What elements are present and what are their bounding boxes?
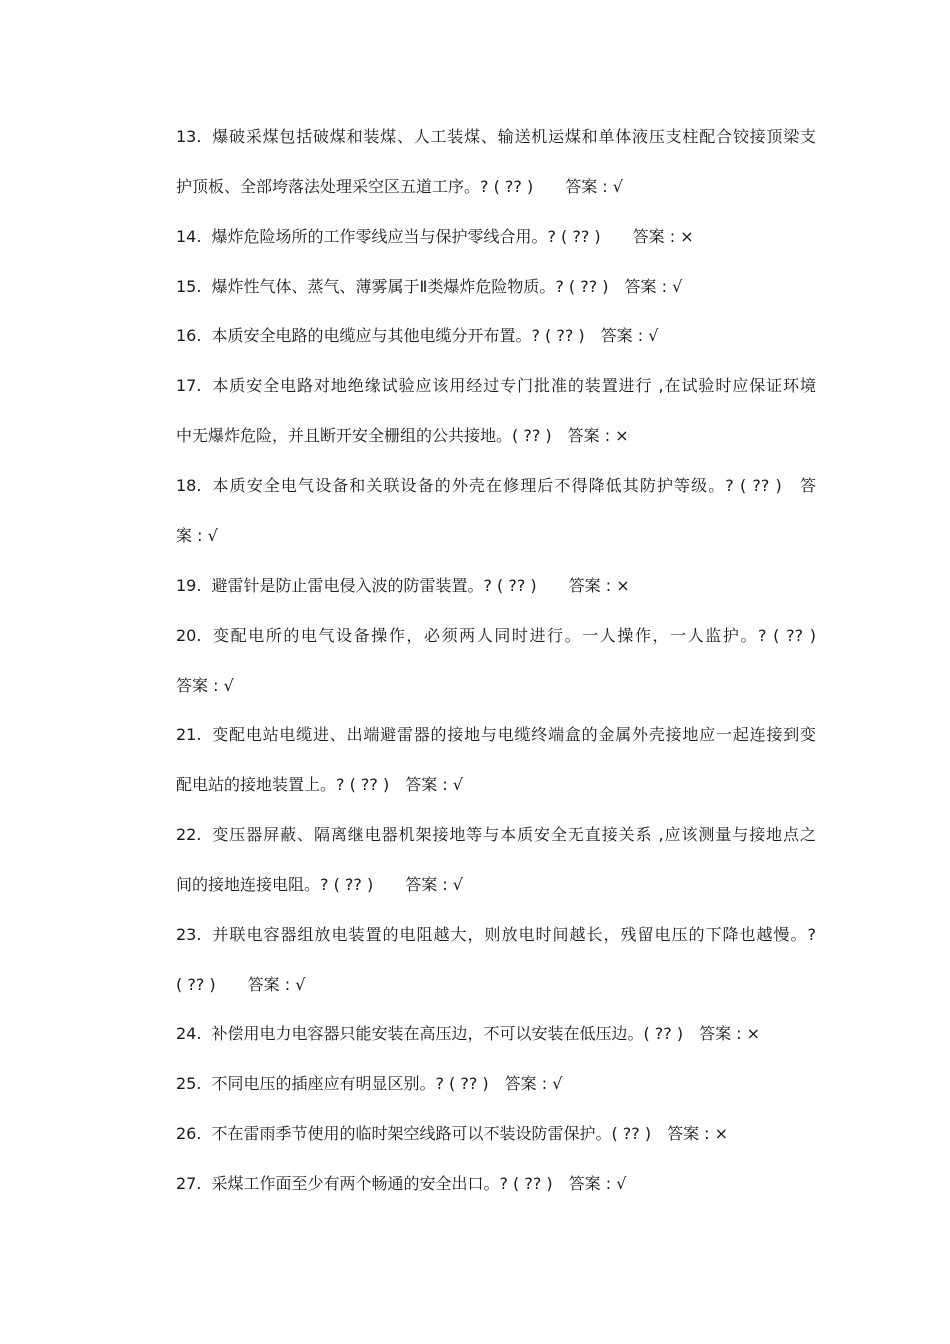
- question-number: 16.: [176, 326, 202, 345]
- question-text: 中无爆炸危险，并且断开安全栅组的公共接地。( ?? ) 答案 : ×: [176, 426, 629, 445]
- question-number: 19.: [176, 576, 202, 595]
- question-text: ( ?? ) 答案 : √: [176, 975, 306, 994]
- question-17-line-2: [176, 426, 816, 446]
- question-number: 17.: [176, 376, 202, 395]
- question-text: 答案 : √: [176, 676, 234, 695]
- question-21-line-2: [176, 775, 816, 795]
- question-number: 27.: [176, 1174, 202, 1193]
- question-number: 22.: [176, 825, 202, 844]
- question-text: 配电站的接地装置上。? ( ?? ) 答案 : √: [176, 775, 463, 794]
- question-number: 21.: [176, 725, 202, 744]
- question-16: [176, 326, 816, 346]
- question-text: 并联电容器组放电装置的电阻越大，则放电时间越长，残留电压的下降也越慢。?: [211, 925, 816, 944]
- question-text: 本质安全电路的电缆应与其他电缆分开布置。? ( ?? ) 答案 : √: [211, 326, 659, 345]
- question-20-line-1: [176, 626, 816, 646]
- question-number: 14.: [176, 227, 202, 246]
- question-18-line-1: [176, 476, 816, 496]
- question-text: 护顶板、全部垮落法处理采空区五道工序。? ( ?? ) 答案 : √: [176, 177, 623, 196]
- question-text: 变配电站电缆进、出端避雷器的接地与电缆终端盒的金属外壳接地应一起连接到变: [211, 725, 816, 744]
- question-number: 23.: [176, 925, 202, 944]
- question-24: [176, 1024, 816, 1044]
- question-number: 20.: [176, 626, 202, 645]
- question-text: 不在雷雨季节使用的临时架空线路可以不装设防雷保护。( ?? ) 答案 : ×: [211, 1124, 729, 1143]
- question-14: [176, 227, 816, 247]
- question-15: [176, 277, 816, 297]
- question-number: 26.: [176, 1124, 202, 1143]
- question-text: 间的接地连接电阻。? ( ?? ) 答案 : √: [176, 875, 463, 894]
- question-text: 避雷针是防止雷电侵入波的防雷装置。? ( ?? ) 答案 : ×: [211, 576, 630, 595]
- question-25: [176, 1074, 816, 1094]
- question-17-line-1: [176, 376, 816, 396]
- question-text: 补偿用电力电容器只能安装在高压边，不可以安装在低压边。( ?? ) 答案 : ×: [211, 1024, 761, 1043]
- question-text: 案 : √: [176, 526, 218, 545]
- question-13-line-2: [176, 177, 816, 197]
- question-19: [176, 576, 816, 596]
- question-text: 爆破采煤包括破煤和装煤、人工装煤、输送机运煤和单体液压支柱配合铰接顶梁支: [211, 127, 816, 146]
- question-22-line-2: [176, 875, 816, 895]
- question-number: 25.: [176, 1074, 202, 1093]
- question-number: 24.: [176, 1024, 202, 1043]
- question-number: 18.: [176, 476, 202, 495]
- question-13-line-1: [176, 127, 816, 147]
- question-18-line-2: [176, 526, 816, 546]
- question-21-line-1: [176, 725, 816, 745]
- question-text: 不同电压的插座应有明显区别。? ( ?? ) 答案 : √: [211, 1074, 563, 1093]
- question-number: 15.: [176, 277, 202, 296]
- question-number: 13.: [176, 127, 202, 146]
- question-26: [176, 1124, 816, 1144]
- question-text: 变压器屏蔽、隔离继电器机架接地等与本质安全无直接关系 ,应该测量与接地点之: [211, 825, 816, 844]
- question-20-line-2: [176, 676, 816, 696]
- question-text: 本质安全电气设备和关联设备的外壳在修理后不得降低其防护等级。? ( ?? ) 答: [211, 476, 816, 495]
- question-23-line-1: [176, 925, 816, 945]
- question-text: 采煤工作面至少有两个畅通的安全出口。? ( ?? ) 答案 : √: [211, 1174, 627, 1193]
- question-27: [176, 1174, 816, 1194]
- question-text: 爆炸危险场所的工作零线应当与保护零线合用。? ( ?? ) 答案 : ×: [211, 227, 694, 246]
- question-text: 变配电所的电气设备操作，必须两人同时进行。一人操作，一人监护。? ( ?? ): [211, 626, 816, 645]
- question-22-line-1: [176, 825, 816, 845]
- question-text: 爆炸性气体、蒸气、薄雾属于Ⅱ类爆炸危险物质。? ( ?? ) 答案 : √: [211, 277, 683, 296]
- question-23-line-2: [176, 975, 816, 995]
- question-text: 本质安全电路对地绝缘试验应该用经过专门批准的装置进行 ,在试验时应保证环境: [211, 376, 816, 395]
